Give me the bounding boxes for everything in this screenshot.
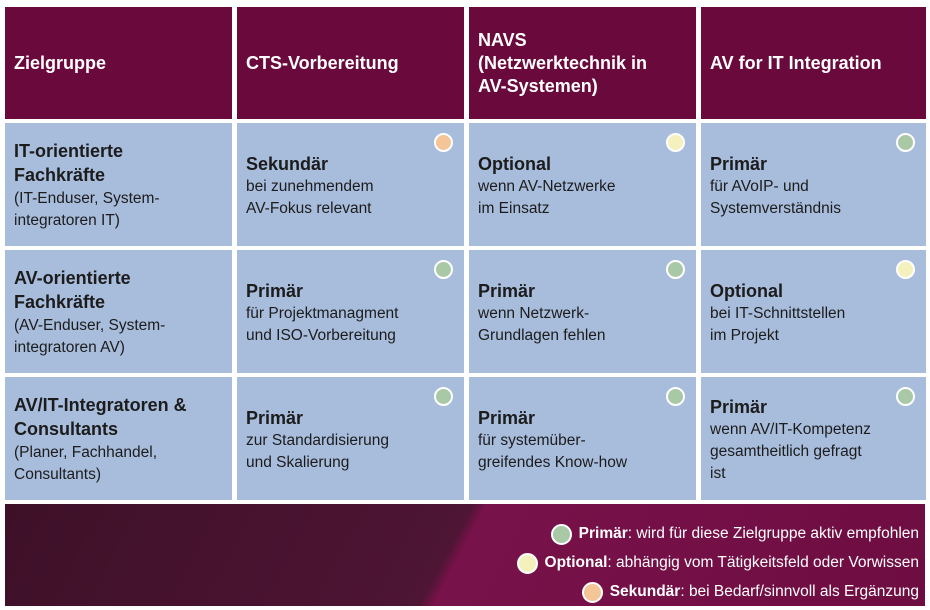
status-desc-line1: zur Standardisierung [246, 431, 390, 449]
status-desc-line2: greifendes Know-how [478, 453, 628, 471]
status-desc-line1: wenn Netzwerk- [478, 304, 590, 322]
status-label: Primär [478, 280, 536, 301]
primary-status-dot-icon [434, 387, 453, 406]
status-desc-line2: und ISO-Vorbereitung [246, 326, 396, 344]
group-title-line2: Fachkräfte [14, 164, 106, 185]
status-label: Primär [710, 153, 768, 174]
status-desc-line2: im Einsatz [478, 199, 550, 217]
primary-status-dot-icon [896, 133, 915, 152]
status-desc-line1: für AVoIP- und [710, 177, 809, 195]
group-cell-av [5, 250, 232, 373]
avit-cell-integrators [701, 377, 926, 500]
group-title-line2: Consultants [14, 418, 119, 439]
legend-optional-text: : abhängig vom Tätigkeitsfeld oder Vorwissen [607, 554, 919, 571]
status-desc-line1: für Projektmanagment [246, 304, 399, 322]
optional-status-dot-icon [896, 260, 915, 279]
cts-cell-av [237, 250, 464, 373]
secondary-status-dot-icon [434, 133, 453, 152]
header-av-for-it [701, 7, 926, 119]
group-title-line2: Fachkräfte [14, 291, 106, 312]
header-av-for-it-label: AV for IT Integration [710, 52, 882, 73]
header-cts [237, 7, 464, 119]
primary-status-dot-icon [896, 387, 915, 406]
status-desc-line1: wenn AV/IT-Kompetenz [710, 420, 871, 438]
header-navs-line2: (Netzwerktechnik in [478, 52, 648, 73]
status-label: Sekundär [246, 153, 329, 174]
header-navs-line3: AV-Systemen) [478, 75, 598, 96]
group-sub-line1: (IT-Enduser, System- [14, 189, 160, 207]
status-label: Primär [246, 407, 304, 428]
header-navs-line1: NAVS [478, 29, 527, 50]
status-desc-line1: bei IT-Schnittstellen [710, 304, 846, 322]
legend-item-primary [551, 523, 919, 545]
legend-list [517, 523, 919, 603]
legend-primary-name: Primär [578, 525, 628, 542]
group-title-line1: AV-orientierte [14, 267, 131, 288]
primary-status-dot-icon [434, 260, 453, 279]
status-desc-line2: und Skalierung [246, 453, 350, 471]
group-sub-line2: integratoren IT) [14, 211, 120, 229]
legend-secondary-text: : bei Bedarf/sinnvoll als Ergänzung [680, 583, 919, 600]
group-sub-line2: integratoren AV) [14, 338, 125, 356]
group-sub-line1: (AV-Enduser, System- [14, 316, 166, 334]
status-label: Primär [710, 396, 768, 417]
group-sub-line2: Consultants) [14, 465, 102, 483]
status-desc-line2: gesamtheitlich gefragt [710, 442, 862, 460]
header-zielgruppe-label: Zielgruppe [14, 52, 107, 73]
group-title-line1: AV/IT-Integratoren & [14, 394, 187, 415]
legend-item-optional [517, 552, 919, 574]
group-cell-integrators [5, 377, 232, 500]
header-navs [469, 7, 696, 119]
status-desc-line2: AV-Fokus relevant [246, 199, 372, 217]
legend-item-secondary [582, 581, 919, 603]
status-desc-line2: Systemverständnis [710, 199, 841, 217]
status-desc-line3: ist [710, 464, 726, 482]
legend-panel [5, 504, 925, 606]
status-label: Primär [478, 407, 536, 428]
status-label: Optional [710, 280, 783, 301]
legend-secondary-name: Sekundär [609, 583, 681, 600]
primary-status-dot-icon [666, 387, 685, 406]
status-label: Primär [246, 280, 304, 301]
navs-cell-integrators [469, 377, 696, 500]
cts-cell-integrators [237, 377, 464, 500]
navs-cell-av [469, 250, 696, 373]
primary-status-dot-icon [666, 260, 685, 279]
secondary-dot-icon [582, 582, 603, 603]
legend-optional-name: Optional [544, 554, 608, 571]
avit-cell-it [701, 123, 926, 246]
cts-cell-it [237, 123, 464, 246]
optional-status-dot-icon [666, 133, 685, 152]
status-desc-line1: für systemüber- [478, 431, 586, 449]
legend-primary-text: : wird für diese Zielgruppe aktiv empfohlen [627, 525, 919, 542]
status-desc-line1: wenn AV-Netzwerke [478, 177, 616, 195]
optional-dot-icon [517, 553, 538, 574]
group-title-line1: IT-orientierte [14, 140, 124, 161]
avit-cell-av [701, 250, 926, 373]
header-zielgruppe [5, 7, 232, 119]
recommendation-table [5, 7, 926, 500]
header-cts-label: CTS-Vorbereitung [246, 52, 399, 73]
group-sub-line1: (Planer, Fachhandel, [14, 443, 158, 461]
primary-dot-icon [551, 524, 572, 545]
status-desc-line2: im Projekt [710, 326, 779, 344]
status-desc-line1: bei zunehmendem [246, 177, 374, 195]
group-cell-it [5, 123, 232, 246]
status-desc-line2: Grundlagen fehlen [478, 326, 606, 344]
status-label: Optional [478, 153, 551, 174]
navs-cell-it [469, 123, 696, 246]
